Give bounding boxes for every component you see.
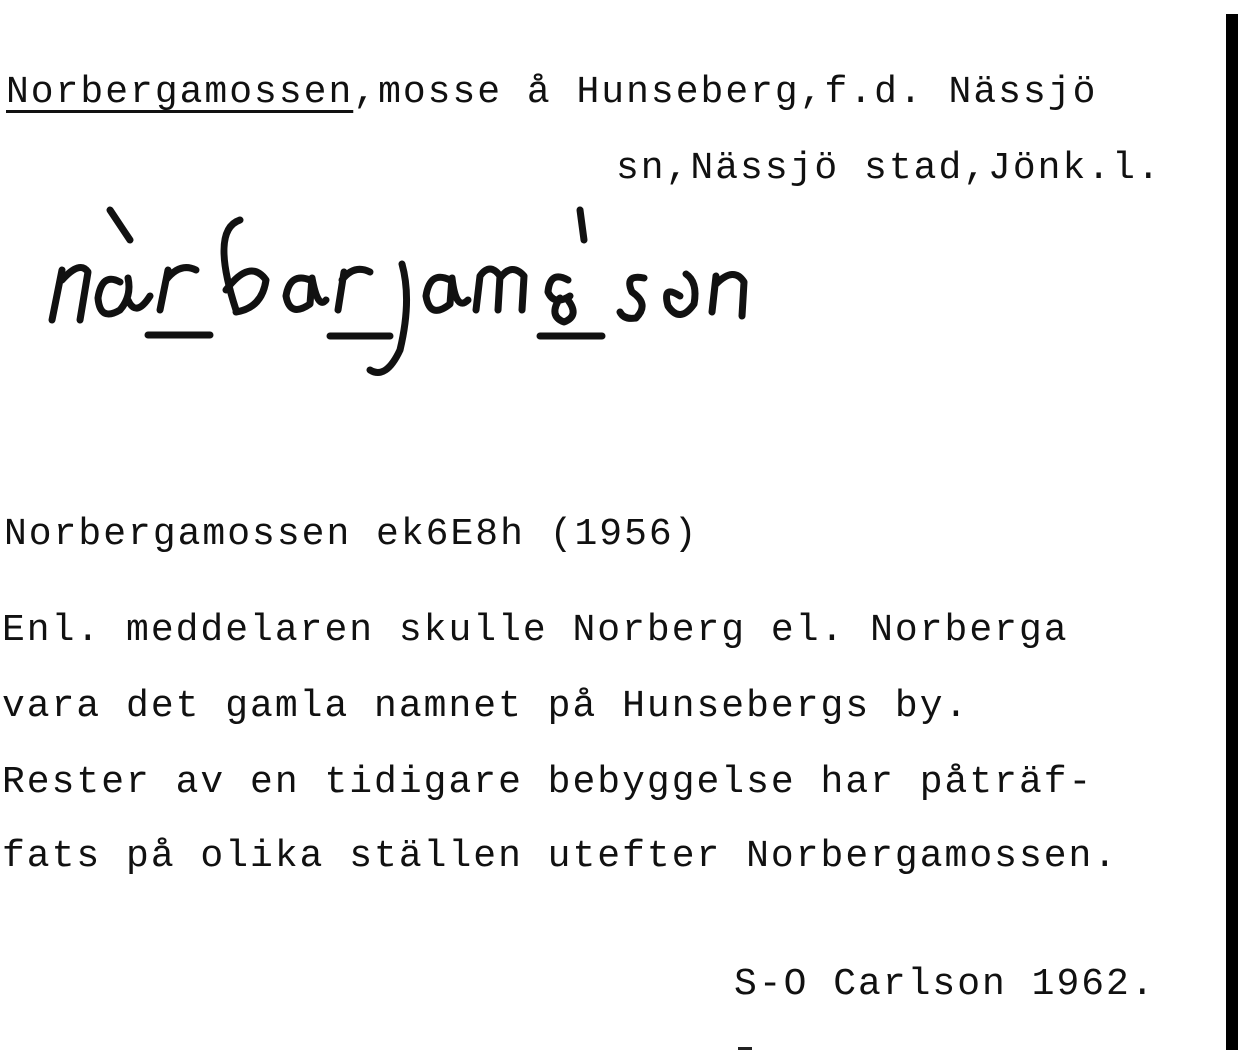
signature: S-O Carlson 1962. — [734, 963, 1156, 1006]
body-line: vara det gamla namnet på Hunsebergs by. — [2, 685, 970, 728]
body-line: fats på olika ställen utefter Norbergamossen. — [2, 835, 1119, 878]
body-line: Rester av en tidigare bebyggelse har påträf- — [2, 761, 1094, 804]
heading-line-1 — [6, 71, 1098, 114]
heading-line-2: sn,Nässjö stad,Jönk.l. — [616, 147, 1162, 190]
stray-mark — [738, 1047, 752, 1050]
place-name: Norbergamossen — [6, 71, 354, 114]
body-line: Enl. meddelaren skulle Norberg el. Norberga — [2, 609, 1069, 652]
card-edge-border — [1226, 14, 1238, 1050]
handwritten-pronunciation — [40, 200, 770, 390]
pronunciation-script — [40, 200, 770, 390]
place-description: ,mosse å Hunseberg,f.d. Nässjö — [353, 71, 1098, 114]
source-line: Norbergamossen ek6E8h (1956) — [4, 513, 699, 556]
